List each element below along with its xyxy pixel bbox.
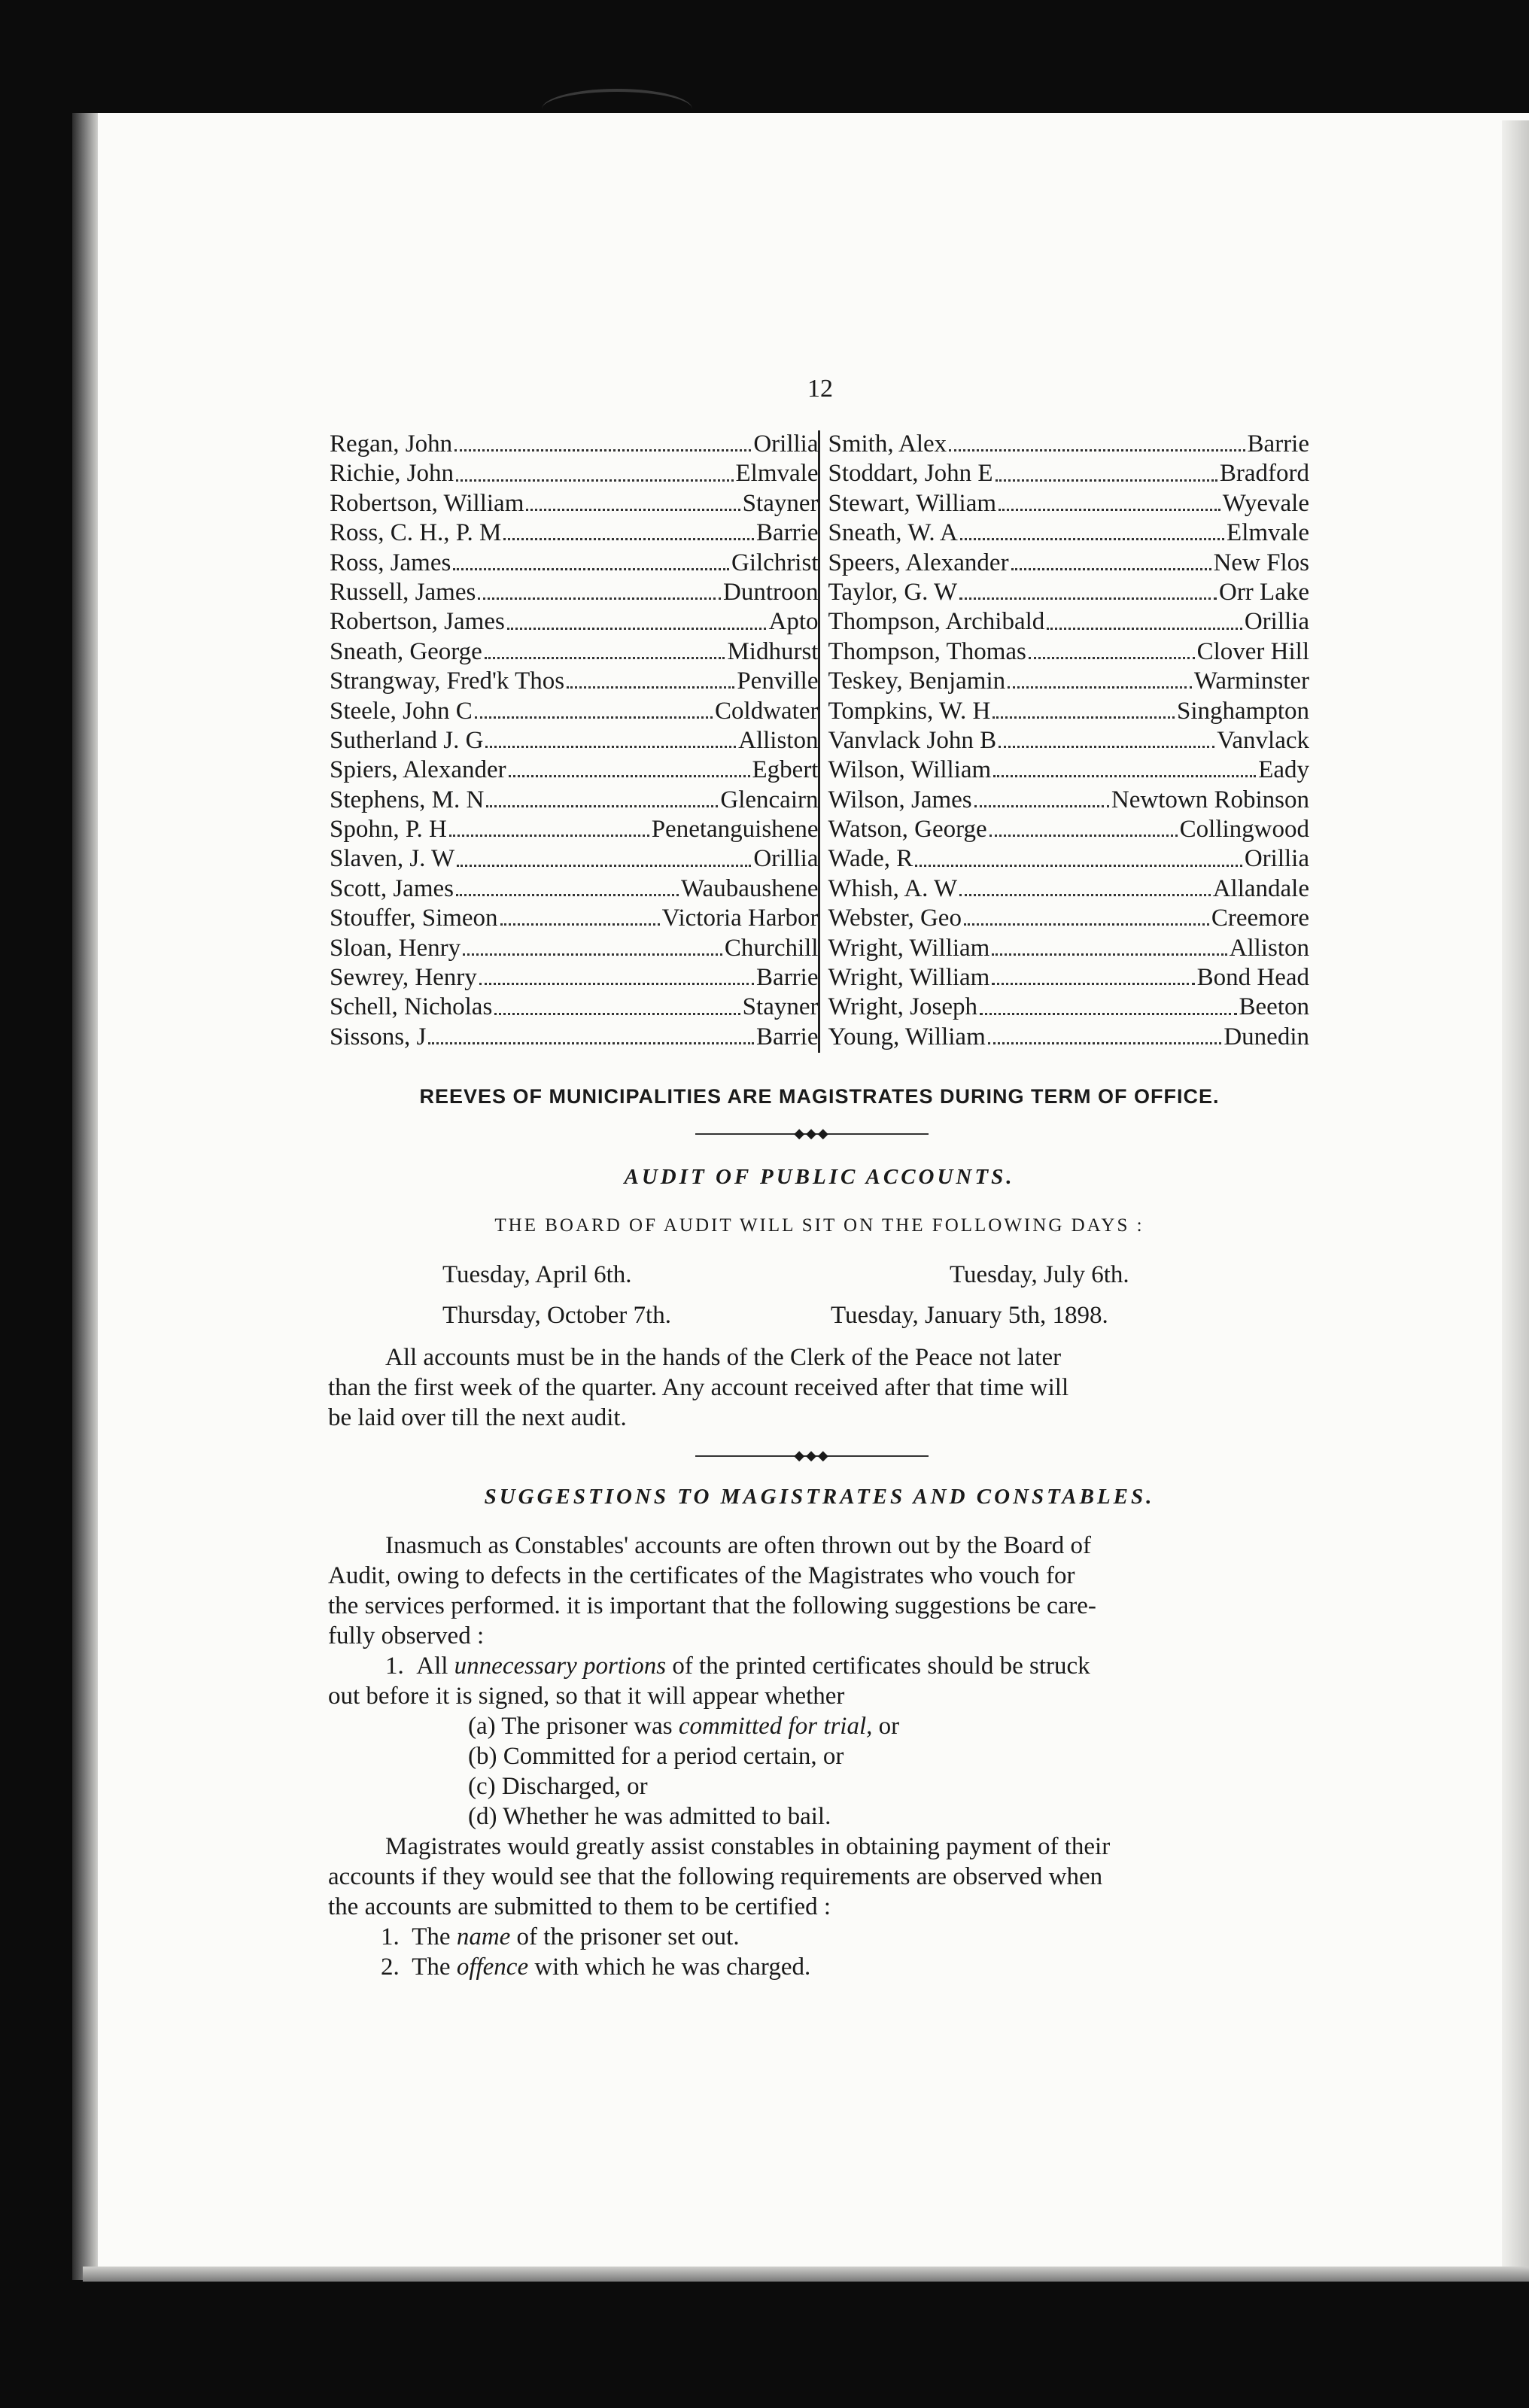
magistrate-name: Stouffer, Simeon — [330, 905, 498, 932]
page-bottom-edge — [83, 2267, 1529, 2282]
magistrate-name: Vanvlack John B — [828, 726, 997, 754]
magistrate-entry — [828, 786, 1309, 816]
magistrate-place: Churchill — [724, 934, 819, 962]
magistrate-name: Wright, Joseph — [828, 993, 977, 1021]
magistrate-place: Newtown Robinson — [1111, 786, 1309, 813]
magistrate-place: Beeton — [1239, 993, 1309, 1021]
leader-dots — [949, 449, 1245, 451]
leader-dots — [992, 983, 1194, 985]
magistrate-entry — [330, 430, 818, 460]
magistrate-name: Speers, Alexander — [828, 549, 1009, 576]
magistrate-name: Young, William — [828, 1023, 986, 1050]
magistrate-place: Creemore — [1211, 905, 1309, 932]
magistrate-entry — [330, 1023, 818, 1053]
magistrate-entry — [828, 816, 1309, 845]
sub-item-d — [468, 1803, 831, 1831]
magistrate-place: Vanvlack — [1217, 726, 1309, 754]
sub-item-text: The prisoner was — [495, 1713, 679, 1740]
magistrate-name: Thompson, Thomas — [828, 637, 1026, 665]
audit-date: Thursday, October 7th. — [442, 1302, 671, 1329]
magistrate-name: Webster, Geo — [828, 905, 962, 932]
leader-dots — [989, 835, 1178, 837]
magistrate-entry — [828, 460, 1309, 489]
leader-dots — [478, 597, 721, 600]
magistrate-place: Penetanguishene — [651, 816, 819, 844]
sub-item-text: Whether he was admitted to bail. — [497, 1803, 831, 1830]
magistrate-name: Ross, C. H., P. M — [330, 519, 502, 547]
magistrate-name: Robertson, James — [330, 608, 505, 636]
leader-dots — [463, 953, 722, 956]
magistrate-place: Midhurst — [727, 637, 819, 665]
magistrate-name: Steele, John C — [330, 697, 473, 725]
leader-dots — [993, 775, 1256, 777]
leader-dots — [1029, 657, 1195, 659]
magistrate-place: Singhampton — [1176, 697, 1309, 725]
audit-heading: AUDIT OF PUBLIC ACCOUNTS. — [624, 1165, 1015, 1189]
magistrate-name: Robertson, William — [330, 489, 524, 517]
magistrate-name: Stephens, M. N — [330, 786, 485, 813]
magistrate-place: Orillia — [1244, 845, 1309, 873]
book-spine-shadow — [72, 113, 98, 2280]
magistrate-name: Strangway, Fred'k Thos — [330, 667, 565, 695]
magistrates-left-column — [330, 430, 820, 1053]
magistrate-place: Elmvale — [735, 460, 819, 488]
magistrate-place: Glencairn — [720, 786, 819, 813]
sub-item-c — [468, 1773, 648, 1801]
magistrate-place: Allandale — [1212, 874, 1309, 902]
page-number: 12 — [807, 375, 833, 403]
leader-dots — [428, 1042, 754, 1044]
leader-dots — [974, 805, 1109, 807]
magistrate-place: Collingwood — [1179, 816, 1309, 844]
sub-item-text: Discharged, or — [495, 1773, 648, 1800]
magistrate-name: Schell, Nicholas — [330, 993, 493, 1021]
magistrate-place: Gilchrist — [731, 549, 819, 576]
magistrate-place: Apto — [768, 608, 819, 636]
magistrate-name: Spiers, Alexander — [330, 756, 506, 784]
divider-ornament: ◆◆◆ — [794, 1126, 830, 1141]
suggestions-intro-line: Audit, owing to defects in the certificates of the Magistrates who vouch for — [328, 1562, 1075, 1589]
leader-dots — [457, 865, 751, 867]
leader-dots — [1011, 568, 1211, 570]
magistrate-place: Stayner — [742, 489, 819, 517]
magistrate-name: Sewrey, Henry — [330, 964, 477, 992]
reeves-notice: REEVES OF MUNICIPALITIES ARE MAGISTRATES DURING TERM OF OFFICE. — [419, 1085, 1220, 1108]
leader-dots — [1047, 628, 1242, 630]
leader-dots — [509, 775, 750, 777]
magistrate-name: Watson, George — [828, 816, 987, 844]
magistrate-name: Sutherland J. G — [330, 726, 484, 754]
magistrate-name: Wright, William — [828, 964, 990, 992]
magistrate-place: Orr Lake — [1218, 578, 1309, 606]
magistrate-place: Barrie — [756, 519, 819, 547]
magistrate-place: Egbert — [752, 756, 819, 784]
magistrate-entry — [330, 638, 818, 667]
magistrate-place: Eady — [1258, 756, 1309, 784]
leader-dots — [456, 479, 734, 482]
magistrate-place: Waubaushene — [681, 874, 819, 902]
magistrate-place: Orillia — [753, 845, 819, 873]
leader-dots — [453, 568, 729, 570]
magistrate-entry — [330, 549, 818, 579]
magistrate-place: Penville — [737, 667, 819, 695]
leader-dots — [567, 686, 734, 689]
leader-dots — [486, 805, 718, 807]
magistrate-name: Whish, A. W — [828, 874, 958, 902]
point-emphasis: unnecessary portions — [454, 1652, 667, 1680]
magistrate-name: Regan, John — [330, 430, 453, 458]
assist-line: accounts if they would see that the following requirements are observed when — [328, 1863, 1103, 1890]
page-right-edge — [1502, 120, 1529, 2273]
sub-item-label: (a) — [468, 1713, 496, 1740]
magistrate-entry — [828, 964, 1309, 993]
sub-item-text: or — [872, 1713, 900, 1740]
leader-dots — [503, 538, 754, 540]
point-number: 1. — [385, 1652, 404, 1680]
magistrate-entry — [330, 579, 818, 608]
magistrate-entry — [828, 579, 1309, 608]
magistrate-name: Wright, William — [828, 934, 990, 962]
suggestions-intro-line: the services performed. it is important that the following suggestions be care- — [328, 1592, 1096, 1619]
requirement-number: 1. — [381, 1923, 400, 1950]
magistrate-entry — [330, 935, 818, 964]
magistrate-entry — [828, 430, 1309, 460]
magistrate-entry — [330, 845, 818, 874]
magistrate-place: Duntroon — [722, 578, 819, 606]
magistrate-name: Stewart, William — [828, 489, 997, 517]
requirement-emphasis: offence — [456, 1953, 529, 1981]
leader-dots — [959, 597, 1217, 600]
magistrate-entry — [828, 549, 1309, 579]
magistrate-entry — [330, 993, 818, 1023]
magistrate-name: Teskey, Benjamin — [828, 667, 1006, 695]
magistrate-name: Wilson, James — [828, 786, 972, 813]
audit-note-line: than the first week of the quarter. Any account received after that time will — [328, 1374, 1069, 1401]
magistrate-name: Smith, Alex — [828, 430, 947, 458]
magistrate-place: Stayner — [742, 993, 819, 1021]
leader-dots — [915, 865, 1242, 867]
magistrate-place: Clover Hill — [1196, 637, 1309, 665]
magistrate-name: Sissons, J — [330, 1023, 427, 1050]
magistrate-place: Bond Head — [1196, 964, 1309, 992]
magistrate-entry — [828, 519, 1309, 549]
magistrate-place: Wyevale — [1222, 489, 1309, 517]
leader-dots — [988, 1042, 1222, 1044]
leader-dots — [494, 1013, 740, 1015]
magistrate-place: Coldwater — [715, 697, 819, 725]
magistrate-entry — [330, 816, 818, 845]
magistrate-entry — [828, 727, 1309, 756]
leader-dots — [456, 894, 679, 896]
magistrate-place: Alliston — [1229, 934, 1309, 962]
magistrate-entry — [828, 905, 1309, 934]
page-curl — [542, 89, 692, 129]
requirement-text: The — [412, 1953, 457, 1981]
magistrate-name: Tompkins, W. H — [828, 697, 991, 725]
magistrate-entry — [330, 667, 818, 697]
magistrate-place: Victoria Harbor — [661, 905, 819, 932]
point-text: of the printed certificates should be struck — [666, 1652, 1090, 1680]
magistrate-entry — [330, 608, 818, 637]
leader-dots — [526, 509, 740, 511]
audit-note-line: be laid over till the next audit. — [328, 1404, 627, 1431]
magistrate-entry — [330, 698, 818, 727]
board-of-audit-line: THE BOARD OF AUDIT WILL SIT ON THE FOLLOWING DAYS : — [494, 1215, 1144, 1236]
magistrate-place: New Flos — [1213, 549, 1309, 576]
magistrate-place: Barrie — [1247, 430, 1309, 458]
leader-dots — [959, 894, 1211, 896]
leader-dots — [479, 983, 754, 985]
magistrate-entry — [828, 490, 1309, 519]
suggestions-intro-line: fully observed : — [328, 1622, 485, 1649]
leader-dots — [964, 923, 1209, 926]
assist-line: Magistrates would greatly assist constables in obtaining payment of their — [385, 1833, 1111, 1860]
magistrate-name: Ross, James — [330, 549, 451, 576]
magistrate-name: Russell, James — [330, 578, 476, 606]
magistrate-place: Warminster — [1193, 667, 1309, 695]
sub-item-emphasis: committed for trial, — [678, 1713, 873, 1740]
magistrate-entry — [828, 845, 1309, 874]
leader-dots — [999, 509, 1220, 511]
audit-date: Tuesday, April 6th. — [442, 1261, 632, 1288]
magistrate-name: Thompson, Archibald — [828, 608, 1045, 636]
audit-note-line: All accounts must be in the hands of the Clerk of the Peace not later — [385, 1344, 1062, 1371]
leader-dots — [1008, 686, 1192, 689]
sub-item-a — [468, 1713, 899, 1741]
magistrate-place: Dunedin — [1224, 1023, 1309, 1050]
ornament-divider — [695, 1449, 929, 1464]
magistrates-right-column — [820, 430, 1309, 1053]
magistrate-entry — [828, 993, 1309, 1023]
magistrate-entry — [828, 875, 1309, 905]
magistrate-entry — [330, 964, 818, 993]
leader-dots — [485, 746, 736, 748]
requirement-1 — [381, 1923, 740, 1951]
magistrate-place: Alliston — [738, 726, 819, 754]
leader-dots — [999, 746, 1214, 748]
sub-item-text: Committed for a period certain, or — [497, 1743, 844, 1770]
magistrate-entry — [828, 935, 1309, 964]
leader-dots — [992, 716, 1175, 719]
magistrate-name: Sneath, George — [330, 637, 482, 665]
leader-dots — [960, 538, 1224, 540]
sub-item-b — [468, 1743, 844, 1771]
magistrate-name: Spohn, P. H — [330, 816, 447, 844]
magistrate-place: Elmvale — [1227, 519, 1309, 547]
magistrate-entry — [828, 698, 1309, 727]
ornament-divider — [695, 1126, 929, 1142]
leader-dots — [485, 657, 725, 659]
magistrate-entry — [828, 608, 1309, 637]
divider-ornament: ◆◆◆ — [794, 1448, 830, 1463]
sub-item-label: (b) — [468, 1743, 497, 1770]
magistrate-name: Slaven, J. W — [330, 845, 455, 873]
leader-dots — [454, 449, 751, 451]
magistrate-name: Sneath, W. A — [828, 519, 958, 547]
requirement-text: of the prisoner set out. — [510, 1923, 740, 1950]
magistrate-entry — [330, 756, 818, 786]
leader-dots — [449, 835, 649, 837]
magistrate-entry — [330, 905, 818, 934]
magistrate-entry — [828, 1023, 1309, 1053]
requirement-2 — [381, 1953, 810, 1981]
requirement-number: 2. — [381, 1953, 400, 1981]
leader-dots — [980, 1013, 1237, 1015]
magistrate-name: Taylor, G. W — [828, 578, 958, 606]
audit-date: Tuesday, January 5th, 1898. — [831, 1302, 1108, 1329]
magistrate-name: Scott, James — [330, 874, 454, 902]
leader-dots — [500, 923, 660, 926]
magistrate-entry — [828, 667, 1309, 697]
magistrate-entry — [828, 756, 1309, 786]
magistrate-name: Wade, R — [828, 845, 913, 873]
magistrate-entry — [330, 786, 818, 816]
magistrate-entry — [330, 519, 818, 549]
magistrates-list — [330, 430, 1309, 1053]
point-text: All — [416, 1652, 454, 1680]
suggestion-point-1 — [385, 1652, 1090, 1680]
magistrate-entry — [330, 460, 818, 489]
magistrate-place: Orillia — [753, 430, 819, 458]
magistrate-name: Stoddart, John E — [828, 460, 993, 488]
leader-dots — [996, 479, 1217, 482]
magistrate-name: Sloan, Henry — [330, 934, 461, 962]
sub-item-label: (c) — [468, 1773, 496, 1800]
leader-dots — [507, 628, 767, 630]
requirement-text: with which he was charged. — [528, 1953, 811, 1981]
requirement-emphasis: name — [456, 1923, 511, 1950]
requirement-text: The — [412, 1923, 457, 1950]
magistrate-name: Richie, John — [330, 460, 454, 488]
magistrate-place: Orillia — [1244, 608, 1309, 636]
magistrate-place: Barrie — [756, 1023, 819, 1050]
magistrate-place: Bradford — [1219, 460, 1309, 488]
magistrate-entry — [330, 875, 818, 905]
leader-dots — [992, 953, 1227, 956]
suggestions-intro-line: Inasmuch as Constables' accounts are often thrown out by the Board of — [385, 1532, 1091, 1559]
magistrate-name: Wilson, William — [828, 756, 992, 784]
magistrate-entry — [828, 638, 1309, 667]
assist-line: the accounts are submitted to them to be certified : — [328, 1893, 831, 1920]
audit-date: Tuesday, July 6th. — [950, 1261, 1129, 1288]
suggestion-point-1-continued: out before it is signed, so that it will appear whether — [328, 1683, 845, 1710]
sub-item-label: (d) — [468, 1803, 497, 1830]
magistrate-place: Barrie — [756, 964, 819, 992]
leader-dots — [475, 716, 713, 719]
magistrate-entry — [330, 727, 818, 756]
suggestions-heading: SUGGESTIONS TO MAGISTRATES AND CONSTABLES. — [484, 1485, 1155, 1509]
magistrate-entry — [330, 490, 818, 519]
